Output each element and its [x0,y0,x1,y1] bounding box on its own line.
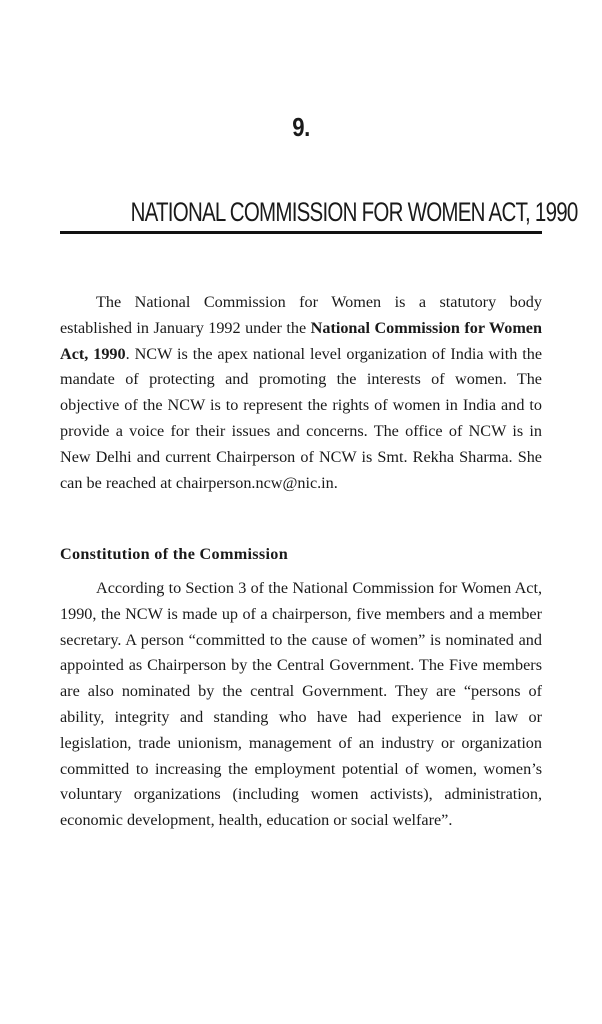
chapter-title: NATIONAL COMMISSION FOR WOMEN ACT, 1990 [130,197,578,227]
act-name-bold: National Commission for Women Act, 1990 [60,318,542,363]
intro-paragraph [60,290,542,496]
intro-text-end: . NCW is the apex national level organization of India with the mandate of protecting and promoting the interests of women. The objective of the NCW is to represent the rights of women in India and to provide a voice for their issues and concerns. The office of NCW is in New Delhi and current Chairperson of NCW is Smt. Rekha Sharma. She can be reached at chairperson.ncw@nic.in. [60,344,543,492]
title-underline [60,231,542,234]
section-heading: Constitution of the Commission [60,545,288,563]
chapter-title-wrapper [60,194,578,230]
constitution-paragraph: According to Section 3 of the National Commission for Women Act, 1990, the NCW is made up of a chairperson, five members and a member secretary. A person “committed to the cause of women” is nominated and appointed as Chairperson by the Central Government. The Five members are also nominated by the central Government. They are “persons of ability, integrity and standing who have had experience in law or legislation, trade unionism, management of an industry or organization committed to increasing the employment potential of women, women’s voluntary organizations (including women activists), administration, economic development, health, education or social welfare”. [60,579,542,830]
chapter-number: 9. [292,112,310,142]
intro-text-start: The National Commission for Women is a statutory body established in January 1992 under the [60,293,542,337]
